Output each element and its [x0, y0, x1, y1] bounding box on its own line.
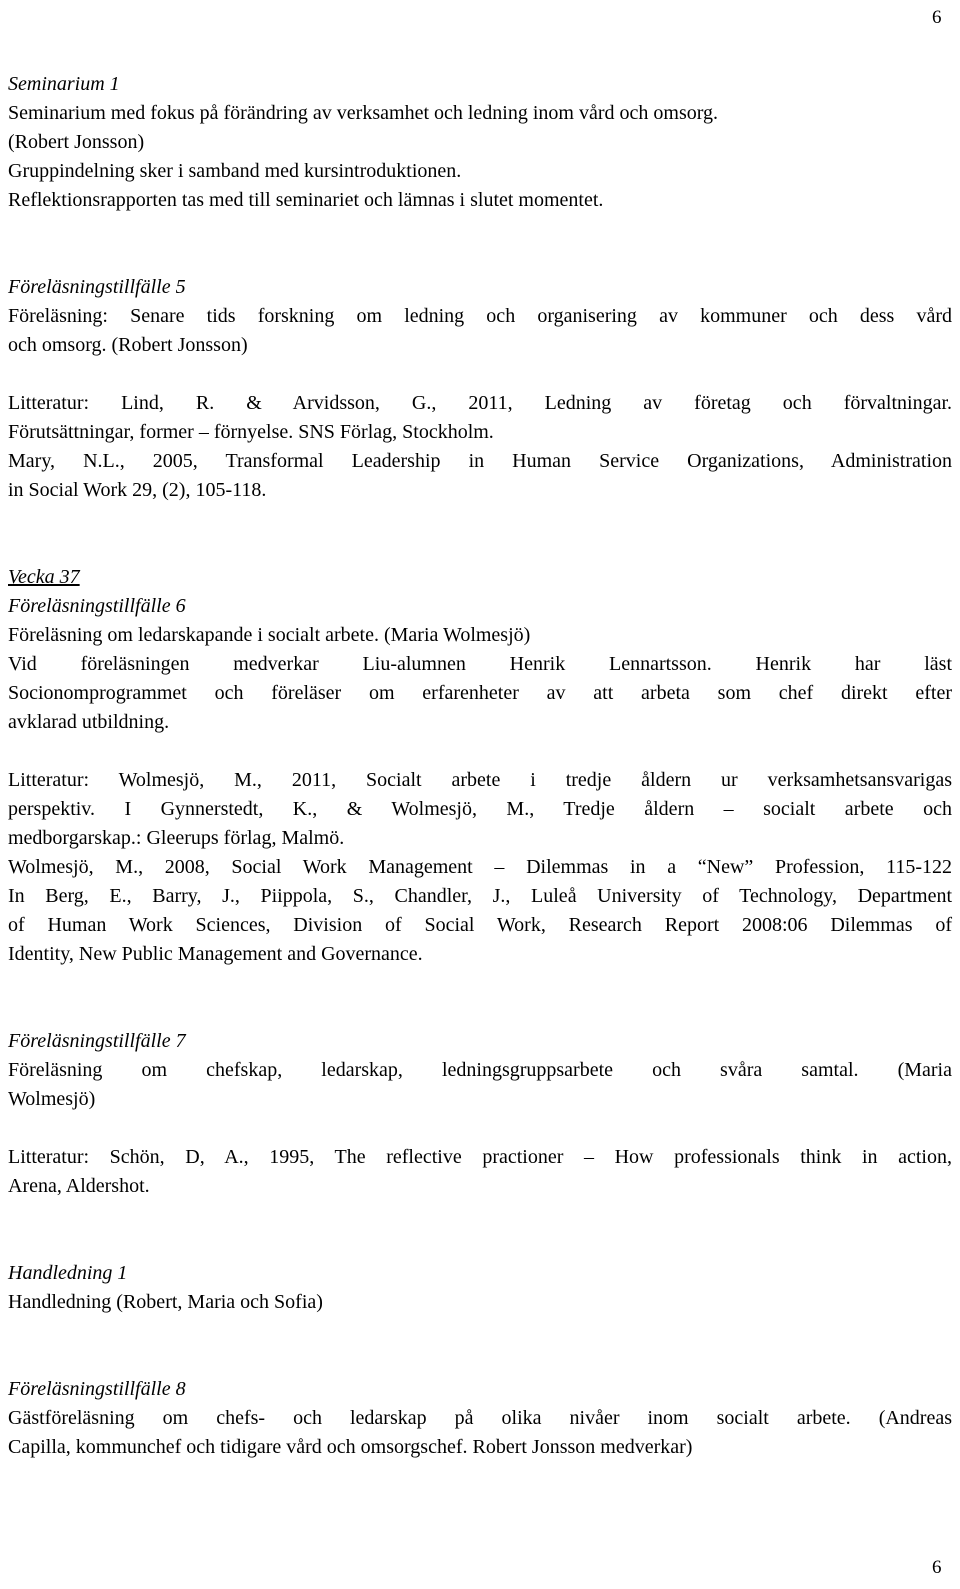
section-forelasningstillfalle-7	[8, 1027, 952, 1201]
literature-line: In Berg, E., Barry, J., Piippola, S., Chandler, J., Luleå University of Technology, Department	[8, 885, 952, 907]
literature-line: Mary, N.L., 2005, Transformal Leadership in Human Service Organizations, Administration	[8, 450, 952, 472]
text-line: (Robert Jonsson)	[8, 131, 145, 153]
literature-line: in Social Work 29, (2), 105-118.	[8, 479, 267, 501]
text-line: Capilla, kommunchef och tidigare vård och omsorgschef. Robert Jonsson medverkar)	[8, 1436, 693, 1458]
literature-line: of Human Work Sciences, Division of Social Work, Research Report 2008:06 Dilemmas of	[8, 914, 952, 936]
spacer	[8, 215, 952, 273]
section-heading: Handledning 1	[8, 1262, 128, 1284]
spacer	[8, 969, 952, 1027]
spacer	[8, 360, 952, 389]
spacer	[8, 1317, 952, 1375]
text-line: Föreläsning: Senare tids forskning om ledning och organisering av kommuner och dess vård	[8, 305, 952, 327]
section-heading: Föreläsningstillfälle 8	[8, 1378, 186, 1400]
text-line: avklarad utbildning.	[8, 711, 170, 733]
text-line: Socionomprogrammet och föreläser om erfarenheter av att arbeta som chef direkt efter	[8, 682, 952, 704]
section-handledning-1	[8, 1259, 952, 1317]
section-forelasningstillfalle-8	[8, 1375, 952, 1462]
literature-line: Litteratur: Lind, R. & Arvidsson, G., 2011, Ledning av företag och förvaltningar.	[8, 392, 952, 414]
literature-line: medborgarskap.: Gleerups förlag, Malmö.	[8, 827, 345, 849]
text-line: Handledning (Robert, Maria och Sofia)	[8, 1291, 323, 1313]
literature-line: Litteratur: Schön, D, A., 1995, The reflective practioner – How professionals think in action,	[8, 1146, 952, 1168]
page-number-bottom: 6	[932, 1557, 942, 1578]
section-vecka-37	[8, 563, 952, 969]
literature-line: Arena, Aldershot.	[8, 1175, 150, 1197]
section-heading: Föreläsningstillfälle 5	[8, 276, 186, 298]
section-heading: Seminarium 1	[8, 73, 120, 95]
spacer	[8, 505, 952, 563]
text-line: Wolmesjö)	[8, 1088, 96, 1110]
section-heading: Föreläsningstillfälle 6	[8, 595, 186, 617]
section-heading: Föreläsningstillfälle 7	[8, 1030, 186, 1052]
page-content	[8, 70, 952, 1462]
literature-line: Litteratur: Wolmesjö, M., 2011, Socialt arbete i tredje åldern ur verksamhetsansvarigas	[8, 769, 952, 791]
week-heading-wrap	[8, 563, 952, 592]
text-line: Gästföreläsning om chefs- och ledarskap på olika nivåer inom socialt arbete. (Andreas	[8, 1407, 952, 1429]
literature-line: Wolmesjö, M., 2008, Social Work Management – Dilemmas in a “New” Profession, 115-122	[8, 856, 952, 878]
literature-line: Förutsättningar, former – förnyelse. SNS Förlag, Stockholm.	[8, 421, 494, 443]
text-line: och omsorg. (Robert Jonsson)	[8, 334, 248, 356]
text-line: Reflektionsrapporten tas med till seminariet och lämnas i slutet momentet.	[8, 189, 604, 211]
text-line: Föreläsning om ledarskapande i socialt arbete. (Maria Wolmesjö)	[8, 624, 531, 646]
text-line: Vid föreläsningen medverkar Liu-alumnen Henrik Lennartsson. Henrik har läst	[8, 653, 952, 675]
text-line: Gruppindelning sker i samband med kursintroduktionen.	[8, 160, 462, 182]
literature-line: Identity, New Public Management and Governance.	[8, 943, 423, 965]
section-forelasningstillfalle-5	[8, 273, 952, 505]
page-number-top: 6	[932, 7, 942, 28]
spacer	[8, 737, 952, 766]
week-heading: Vecka 37	[8, 566, 80, 588]
literature-line: perspektiv. I Gynnerstedt, K., & Wolmesjö, M., Tredje åldern – socialt arbete och	[8, 798, 952, 820]
text-line: Seminarium med fokus på förändring av verksamhet och ledning inom vård och omsorg.	[8, 102, 719, 124]
spacer	[8, 1114, 952, 1143]
section-seminarium-1	[8, 70, 952, 215]
text-line: Föreläsning om chefskap, ledarskap, ledningsgruppsarbete och svåra samtal. (Maria	[8, 1059, 952, 1081]
spacer	[8, 1201, 952, 1259]
